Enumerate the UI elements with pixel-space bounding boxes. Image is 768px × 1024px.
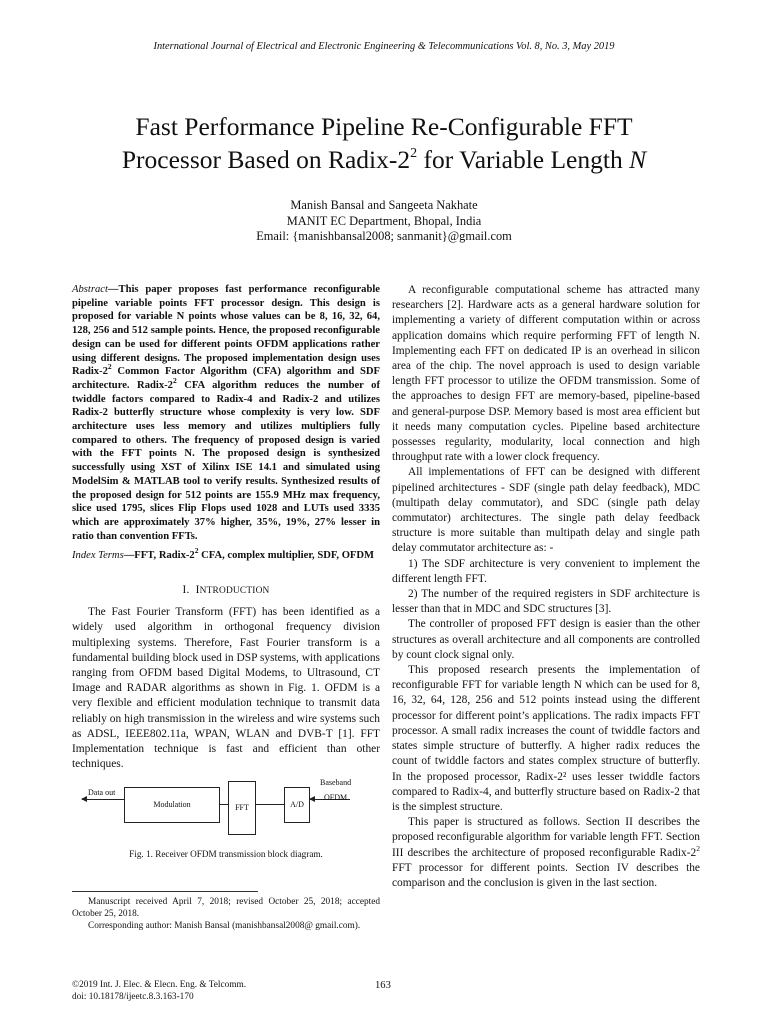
index-terms-text-a: —FFT, Radix-2 xyxy=(123,550,195,562)
abstract-text-c: CFA algorithm reduces the number of twiddle factors compared to Radix-4 and Radix-2 and utilizes Radix-2 butterfly structure whose complexity is very low. SDF architecture uses less memory and utilizes multipliers fully compared to others. The frequency of proposed design is varied with the FFT points N. The proposed design is synthesized successfully using XST of Xilinx ISE 14.1 and simulated using ModelSim & MATLAB tool to verify results. Synthesized results of the proposed design for 512 points are 155.9 MHz max frequency, slice used 1795, slices Flip Flops used 1028 and LUTs used 3335 which are approximately 37% higher, 35%, 19%, 27% lesser in ratio than convention FFTs. xyxy=(72,379,381,542)
title-line-1: Fast Performance Pipeline Re-Configurable FFT xyxy=(135,112,633,141)
section-numeral: I. xyxy=(182,584,190,597)
fig-link-mod-fft xyxy=(220,804,228,805)
fig-box-fft xyxy=(228,781,256,835)
left-column xyxy=(72,283,380,862)
abstract-text-b: Common Factor Algorithm (CFA) algorithm and SDF architecture. Radix-2 xyxy=(72,366,380,391)
right-paragraph-7-sup: 2 xyxy=(696,843,700,853)
abstract xyxy=(72,283,380,543)
right-paragraph-6: This proposed research presents the implementation of reconfigurable FFT for variable length N which can be used for 8, 16, 32, 64, 128, 256 and 512 points instead using the different processor for different point’s applications. The radix impacts FFT processor. A small radix increases the count of twiddle factors and states simple structure of butterfly. A higher radix reduces the count of twiddle factors and states complex structure of butterfly. In the proposed processor, Radix-2² uses lesser twiddle factors compared to Radix-4, and butterfly structure based on Radix-2 that is the simplest structure. xyxy=(392,664,700,813)
index-terms-sup: 2 xyxy=(194,546,199,556)
index-terms-text-b: CFA, complex multiplier, SDF, OFDM xyxy=(198,550,375,562)
footnotes xyxy=(72,896,380,932)
figure-1-block-diagram xyxy=(72,777,380,843)
fig-label-baseband xyxy=(320,775,351,805)
fig-link-fft-ad xyxy=(256,804,284,805)
title-italic-n: N xyxy=(629,145,647,174)
right-column xyxy=(392,283,700,891)
author-affiliation: MANIT EC Department, Bhopal, India xyxy=(286,213,482,228)
footnote-received: Manuscript received April 7, 2018; revised October 25, 2018; accepted October 25, 2018. xyxy=(72,897,380,919)
footer-doi: doi: 10.18178/ijeetc.8.3.163-170 xyxy=(72,991,194,1002)
section-rest: NTRODUCTION xyxy=(199,586,270,597)
index-terms-label: Index Terms xyxy=(72,550,124,562)
abstract-sup-1: 2 xyxy=(107,362,112,372)
journal-header: International Journal of Electrical and Electronic Engineering & Telecommunications Vol. 8, No. 3, May 2019 xyxy=(153,41,615,52)
fig-label-data-out: Data out xyxy=(88,787,116,797)
author-block xyxy=(0,198,768,245)
author-email: Email: {manishbansal2008; sanmanit}@gmail.com xyxy=(256,229,512,243)
fig-arrow-data-out xyxy=(82,799,124,800)
right-paragraph-7-b: FFT processor for different points. Section IV describes the comparison and the conclusion is given in the last section. xyxy=(392,861,700,889)
footer-left xyxy=(72,980,246,1003)
right-paragraph-4: 2) The number of the required registers in SDF architecture is lesser than that in MDC and SDC structures [3]. xyxy=(392,588,700,616)
title-line-2-a: Processor Based on Radix-2 xyxy=(121,145,411,174)
fig-text-fft: FFT xyxy=(235,802,249,812)
figure-caption: Fig. 1. Receiver OFDM transmission block diagram. xyxy=(129,848,323,859)
abstract-sup-2: 2 xyxy=(172,375,177,385)
right-paragraph-7-a: This paper is structured as follows. Section II describes the proposed reconfigurable algorithm for variable length FFT. Section III describes the architecture of proposed reconfigurable Radix-2 xyxy=(392,816,700,859)
section-heading-introduction xyxy=(72,583,380,599)
index-terms xyxy=(72,546,380,563)
page-number: 163 xyxy=(375,980,391,991)
fig-box-modulation xyxy=(124,787,220,823)
abstract-text-a: —This paper proposes fast performance reconfigurable pipeline variable points FFT processor design. This design is proposed for variable N points whose values can be 8, 16, 32, 64, 128, 256 and 512 sample points. Hence, the proposed reconfigurable design can be used for different points OFDM applications rather using different designs. The proposed implementation design uses Radix-2 xyxy=(72,284,380,378)
title-line-2-b: for Variable Length xyxy=(417,145,630,174)
paper-title xyxy=(40,110,728,176)
fig-box-ad xyxy=(284,787,310,823)
fig-baseband-line-2: OFDM xyxy=(323,792,348,802)
footnote-corresponding: Corresponding author: Manish Bansal (manishbansal2008@ gmail.com). xyxy=(88,921,361,931)
right-paragraph-1: A reconfigurable computational scheme has attracted many researchers [2]. Hardware acts as a general hardware solution for implementing a variety of different computation within or across application domains which require performing FFT of length N. Implementing each FFT on dedicated IP is an overhead in silicon area of the chip. The novel approach is used to design variable length FFT processor to utilize the OFDM transmission. Some of the approaches to design FFT are memory-based, pipeline-based and general-purpose DSP. Memory based is most area efficient but it needs many computation cycles. Pipeline based architecture possesses regularity, modularity, local connection and high throughput rate with a lower clock frequency. xyxy=(392,284,700,464)
intro-paragraph: The Fast Fourier Transform (FFT) has been identified as a widely used algorithm in orthogonal frequency division multiplexing systems. Therefore, Fast Fourier transform is a fundamental building block used in DSP systems, with applications ranging from OFDM based Digital Modems, to Ultrasound, CT Image and RADAR algorithms as shown in Fig. 1. OFDM is a very flexible and efficient modulation technique to transmit data reliably on high transmission in the wireless and wire systems such as ADSL, IEEE802.11a, WPAN, WLAN and DVB-T [1]. FFT Implementation technique is fast and efficient than other techniques. xyxy=(72,606,380,771)
section-first-letter: I xyxy=(195,584,200,597)
footnote-divider xyxy=(72,891,258,892)
right-paragraph-3: 1) The SDF architecture is very convenient to implement the different length FFT. xyxy=(392,557,700,585)
abstract-label: Abstract xyxy=(72,284,108,295)
fig-text-ad: A/D xyxy=(290,799,304,809)
right-paragraph-2: All implementations of FFT can be designed with different pipelined architectures - SDF (single path delay feedback), MDC (multipath delay commutator), and SDC (single path delay commutator) architectures. The single path delay feedback structure is more suitable than multipath delay and single path delay commutator architecture as: - xyxy=(392,466,700,555)
author-names: Manish Bansal and Sangeeta Nakhate xyxy=(290,198,478,212)
right-paragraph-5: The controller of proposed FFT design is easier than the other structures as overall architecture and all components are controlled by count clock signal only. xyxy=(392,618,700,661)
title-superscript: 2 xyxy=(410,146,418,161)
footer-copyright: ©2019 Int. J. Elec. & Elecn. Eng. & Telcomm. xyxy=(72,980,247,990)
fig-baseband-line-1: Baseband xyxy=(320,777,352,787)
right-paragraph-7 xyxy=(392,815,700,891)
fig-text-modulation: Modulation xyxy=(153,799,191,809)
